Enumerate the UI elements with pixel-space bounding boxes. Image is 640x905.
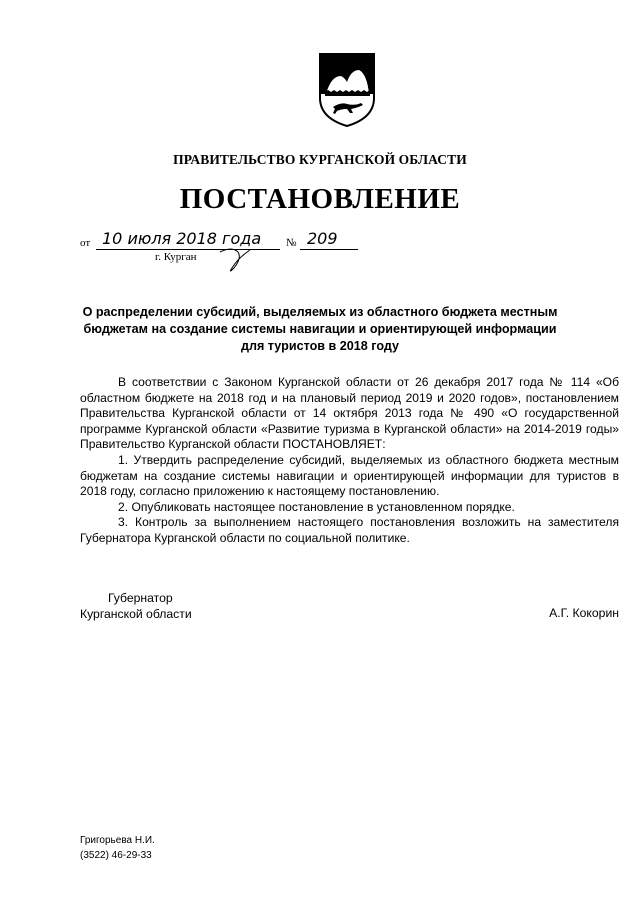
contact-block — [80, 833, 155, 863]
preamble-paragraph: В соответствии с Законом Курганской области от 26 декабря 2017 года № 114 «Об областном бюджете на 2018 год и на плановый период 2019 и 2020 годов», постановлением Правительства Курганской области от 14 октября 2013 года № 490 «О государственной программе Курганской области «Развитие туризма в Курганской области» на 2014-2019 годы» Правительство Курганской области ПОСТАНОВЛЯЕТ: — [80, 375, 619, 452]
handwritten-number: 209 — [307, 229, 338, 248]
clause-1: 1. Утвердить распределение субсидий, выделяемых из областного бюджета местным бюджетам на создание системы навигации и ориентирующей информации для туристов в 2018 году, согласно приложению к настоящему постановлению. — [80, 452, 619, 499]
document-type: ПОСТАНОВЛЕНИЕ — [179, 183, 461, 215]
signatory-name: А.Г. Кокорин — [549, 606, 619, 620]
government-name: ПРАВИТЕЛЬСТВО КУРГАНСКОЙ ОБЛАСТИ — [173, 152, 467, 167]
date-from-label: от — [80, 237, 91, 249]
number-label: № — [286, 237, 297, 249]
city-label: г. Курган — [155, 251, 197, 263]
clause-2: 2. Опубликовать настоящее постановление в установленном порядке. — [118, 499, 515, 514]
contact-name: Григорьева Н.И. — [80, 835, 155, 846]
clause-3: 3. Контроль за выполнением настоящего постановления возложить на заместителя Губернатора Курганской области по социальной политике. — [80, 515, 619, 545]
contact-phone: (3522) 46-29-33 — [80, 850, 152, 861]
handwriting-flourish-icon — [218, 246, 268, 276]
document-title: О распределении субсидий, выделяемых из областного бюджета местным бюджетам на создание системы навигации и ориентирующей информации для туристов в 2018 году — [82, 305, 558, 353]
document-body — [80, 375, 619, 547]
coat-of-arms-icon — [317, 52, 377, 128]
date-number-line — [80, 229, 380, 269]
position-line-2: Курганской области — [80, 607, 192, 621]
position-line-1: Губернатор — [108, 591, 173, 605]
number-underline — [300, 249, 358, 250]
signatory-position — [80, 590, 192, 622]
handwritten-date: 10 июля 2018 года — [102, 229, 262, 248]
